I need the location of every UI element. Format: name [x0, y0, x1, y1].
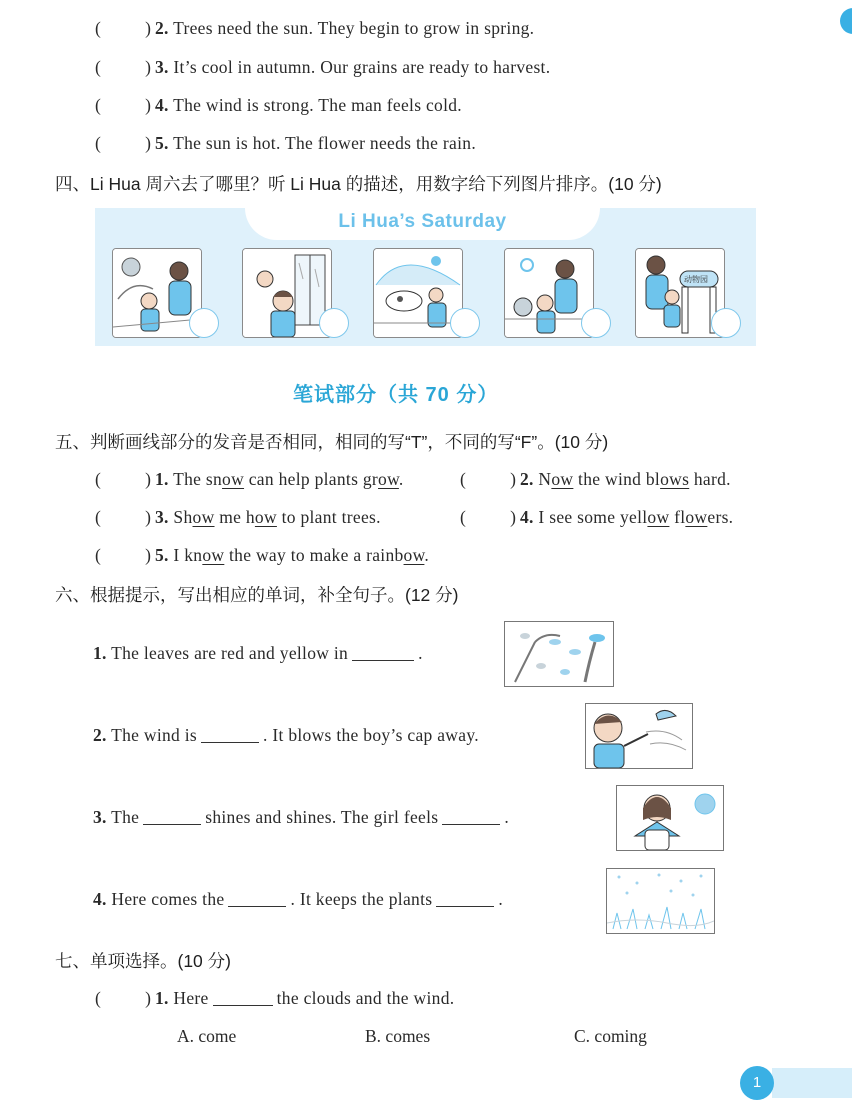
s5-item-3: ( ) 3. Show me how to plant trees.	[95, 507, 381, 527]
blank-6[interactable]	[436, 890, 494, 907]
part3-item-2: ( ) 2. Trees need the sun. They begin to grow in spring.	[95, 18, 535, 38]
s6-item-2: 2. The wind is . It blows the boy’s cap away.	[93, 725, 479, 745]
part3-item-3: ( ) 3. It’s cool in autumn. Our grains are ready to harvest.	[95, 57, 551, 77]
farm-scene-icon	[374, 249, 462, 337]
window-scene-icon	[243, 249, 331, 337]
koala-scene-icon	[505, 249, 593, 337]
answer-circle-1[interactable]	[189, 308, 219, 338]
answer-circle-4[interactable]	[581, 308, 611, 338]
part3-item-4: ( ) 4. The wind is strong. The man feels cold.	[95, 95, 462, 115]
zoo-sign: 动物园	[684, 275, 708, 284]
section7-heading: 七、单项选择。(10 分)	[55, 951, 231, 971]
banner-title: Li Hua’s Saturday	[338, 211, 507, 232]
blank-7[interactable]	[213, 989, 273, 1006]
s6-item-4: 4. Here comes the . It keeps the plants .	[93, 889, 504, 909]
answer-circle-3[interactable]	[450, 308, 480, 338]
corner-marker	[840, 8, 852, 34]
autumn-tree-image	[504, 621, 614, 687]
s6-item-3: 3. The shines and shines. The girl feels .	[93, 807, 510, 827]
s5-item-1: ( ) 1. The snow can help plants grow.	[95, 469, 404, 489]
option-c[interactable]: C. coming	[574, 1026, 647, 1046]
page-number: 1	[740, 1066, 774, 1100]
s6-item-1: 1. The leaves are red and yellow in .	[93, 643, 423, 663]
option-a[interactable]: A. come	[177, 1026, 237, 1046]
answer-circle-2[interactable]	[319, 308, 349, 338]
part3-item-5: ( ) 5. The sun is hot. The flower needs the rain.	[95, 133, 476, 153]
answer-circle-5[interactable]	[711, 308, 741, 338]
picture-panel	[95, 208, 756, 346]
sunny-girl-image	[616, 785, 724, 851]
windy-boy-image	[585, 703, 693, 769]
blank-3[interactable]	[143, 808, 201, 825]
written-part-title: 笔试部分（共 70 分）	[293, 384, 499, 406]
s5-item-5: ( ) 5. I know the way to make a rainbow.	[95, 545, 430, 565]
page-footer-bar	[772, 1068, 852, 1098]
s7-question-1: ( ) 1. Here the clouds and the wind.	[95, 988, 455, 1008]
blank-1[interactable]	[352, 644, 414, 661]
blank-5[interactable]	[228, 890, 286, 907]
s5-item-4: ( ) 4. I see some yellow flowers.	[460, 507, 734, 527]
raccoon-scene-icon	[113, 249, 201, 337]
section5-heading: 五、判断画线部分的发音是否相同，相同的写“T”，不同的写“F”。(10 分)	[55, 432, 609, 452]
snowy-plants-image	[606, 868, 715, 934]
option-b[interactable]: B. comes	[365, 1026, 431, 1046]
section4-heading: 四、Li Hua 周六去了哪里？听 Li Hua 的描述，用数字给下列图片排序。(10 分)	[55, 174, 662, 194]
banner	[245, 208, 600, 240]
blank-2[interactable]	[201, 726, 259, 743]
blank-4[interactable]	[442, 808, 500, 825]
s5-item-2: ( ) 2. Now the wind blows hard.	[460, 469, 731, 489]
section6-heading: 六、根据提示，写出相应的单词，补全句子。(12 分)	[55, 585, 459, 605]
